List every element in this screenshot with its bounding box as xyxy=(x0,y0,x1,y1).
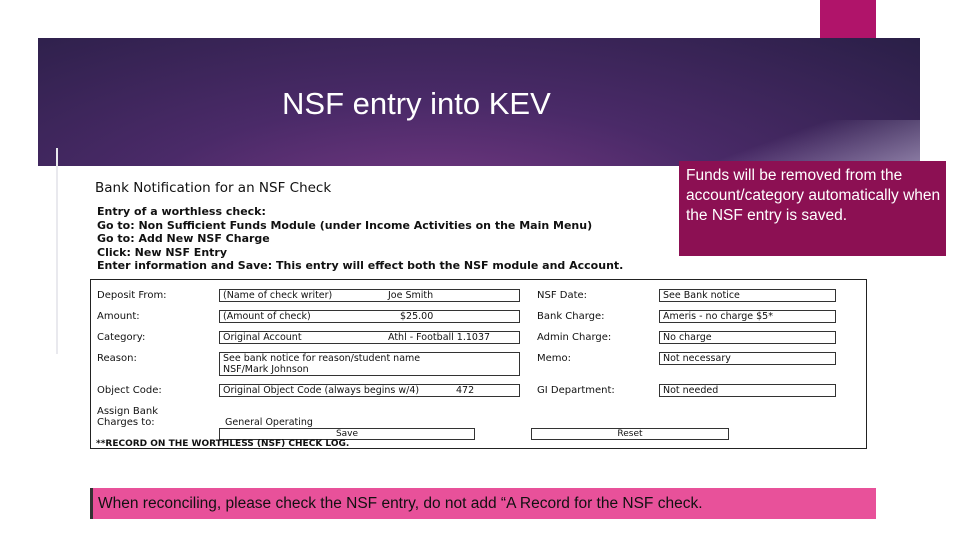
amount-label: Amount: xyxy=(97,311,140,322)
log-note: **RECORD ON THE WORTHLESS (NSF) CHECK LOG. xyxy=(96,439,350,449)
category-label: Category: xyxy=(97,332,146,343)
category-value: Athl - Football 1.1037 xyxy=(388,332,491,343)
step-heading: Entry of a worthless check: xyxy=(97,205,266,218)
object-code-value: 472 xyxy=(456,385,475,396)
slide-edge-line xyxy=(56,148,58,354)
memo-field[interactable]: Not necessary xyxy=(659,352,836,365)
assign-bank-label-line-1: Assign Bank xyxy=(97,406,159,417)
step-item: Click: New NSF Entry xyxy=(97,245,228,259)
category-field[interactable] xyxy=(219,331,520,344)
nsf-date-field[interactable]: See Bank notice xyxy=(659,289,836,302)
save-button[interactable]: Save xyxy=(219,428,475,440)
instruction-steps xyxy=(97,205,623,273)
reset-button[interactable]: Reset xyxy=(531,428,729,440)
deposit-from-value: Joe Smith xyxy=(388,290,434,301)
admin-charge-label: Admin Charge: xyxy=(537,332,612,343)
gl-department-field[interactable]: Not needed xyxy=(659,384,836,397)
step-item: Go to: Add New NSF Charge xyxy=(97,232,270,245)
gl-department-label: GI Department: xyxy=(537,385,615,396)
assign-bank-label-line-2: Charges to: xyxy=(97,417,155,428)
reason-line-1: See bank notice for reason/student name xyxy=(223,353,421,364)
assign-bank-label xyxy=(97,406,158,428)
memo-label: Memo: xyxy=(537,353,572,364)
category-hint: Original Account xyxy=(223,332,302,343)
step-item: Enter information and Save: This entry will effect both the NSF module and Account. xyxy=(97,259,624,272)
callout-box: Funds will be removed from the account/category automatically when the NSF entry is saved. xyxy=(679,161,946,256)
reason-label: Reason: xyxy=(97,353,137,364)
bank-charge-select[interactable]: Ameris - no charge $5* xyxy=(659,310,836,323)
assign-bank-value[interactable]: General Operating xyxy=(225,417,313,428)
reason-field[interactable] xyxy=(219,352,520,376)
deposit-from-label: Deposit From: xyxy=(97,290,167,301)
banner-sheen xyxy=(680,120,920,166)
reason-line-2: NSF/Mark Johnson xyxy=(223,364,309,375)
amount-field[interactable] xyxy=(219,310,520,323)
admin-charge-field[interactable]: No charge xyxy=(659,331,836,344)
nsf-entry-form xyxy=(90,279,867,449)
bank-charge-label: Bank Charge: xyxy=(537,311,605,322)
step-item: Go to: Non Sufficient Funds Module (under Income Activities on the Main Menu) xyxy=(97,218,593,232)
object-code-field[interactable] xyxy=(219,384,520,397)
object-code-label: Object Code: xyxy=(97,385,162,396)
nsf-date-label: NSF Date: xyxy=(537,290,588,301)
deposit-from-field[interactable] xyxy=(219,289,520,302)
slide-title: NSF entry into KEV xyxy=(282,86,551,121)
amount-hint: (Amount of check) xyxy=(223,311,311,322)
amount-value: $25.00 xyxy=(400,311,434,322)
object-code-hint: Original Object Code (always begins w/4) xyxy=(223,385,420,396)
bottom-note: When reconciling, please check the NSF entry, do not add “A Record for the NSF check. xyxy=(90,488,876,519)
deposit-from-hint: (Name of check writer) xyxy=(223,290,333,301)
document-title: Bank Notification for an NSF Check xyxy=(95,180,332,196)
